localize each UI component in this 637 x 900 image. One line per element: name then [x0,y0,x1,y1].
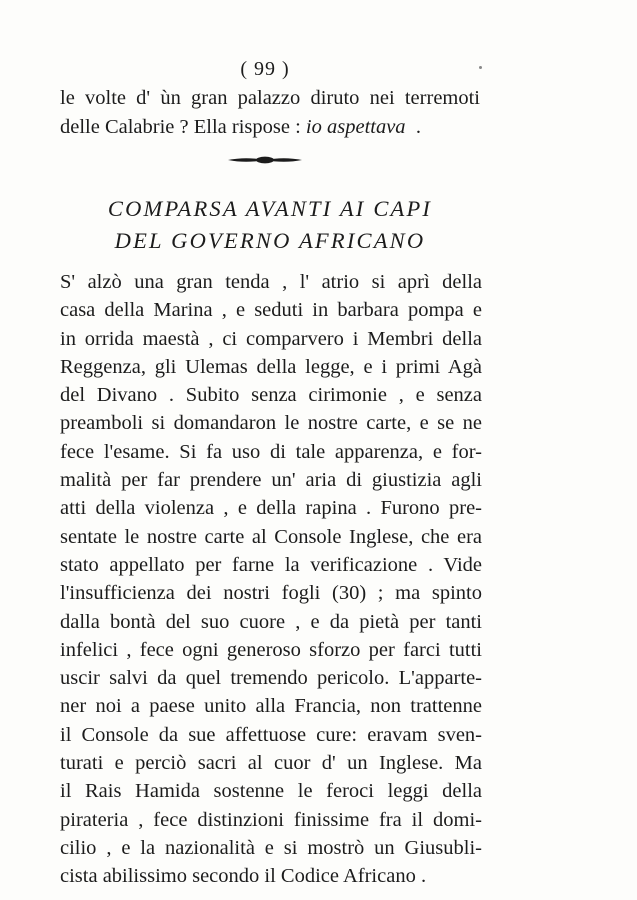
text-line: atti della violenza , e della rapina . Furono pre- [60,497,482,520]
text-line: casa della Marina , e seduti in barbara pompa e [60,299,482,322]
text-line: cista abilissimo secondo il Codice Africano . [60,865,427,888]
text-line: Reggenza, gli Ulemas della legge, e i primi Agà [60,355,482,378]
ink-speck [479,66,482,69]
text-line: turati e perciò sacri al cuor d' un Inglese. Ma [60,752,482,775]
text-line [60,113,480,142]
text-line: ner noi a paese unito alla Francia, non trattenne [60,695,482,718]
previous-paragraph-end [60,84,480,141]
text-line: malità per far prendere un' aria di giustizia agli [60,469,482,492]
text-line: infelici , fece ogni generoso sforzo per farci tutti [60,638,482,661]
ornament-rule-icon [228,155,302,165]
text-line: il Console da sue affettuose cure: eravam sven- [60,723,482,746]
text-line: S' alzò una gran tenda , l' atrio si aprì della [60,271,482,293]
text-line: pirateria , fece distinzioni finissime fra il domi- [60,808,482,831]
text-line: in orrida maestà , ci comparvero i Membri della [60,327,482,350]
text-line: il Rais Hamida sostenne le feroci leggi della [60,780,482,803]
text-line: dalla bontà del suo cuore , e da pietà per tanti [60,610,482,633]
text-line: stato appellato per farne la verificazione . Vide [60,553,482,576]
text-line: cilio , e la nazionalità e si mostrò un Giusubli- [60,836,482,859]
page-number: ( 99 ) [240,58,290,80]
chapter-heading-line-1: COMPARSA AVANTI AI CAPI [107,196,433,221]
body-paragraph [60,268,482,891]
text-fragment: . [415,115,421,138]
text-line: sentate le nostre carte al Console Inglese, che era [60,525,482,548]
text-line: fece l'esame. Si fa uso di tale apparenza, e for- [60,440,482,463]
text-line: del Divano . Subito senza cirimonie , e senza [60,384,482,407]
chapter-heading-line-2: DEL GOVERNO AFRICANO [114,228,426,253]
text-line: preamboli si domandaron le nostre carte, e se ne [60,412,482,435]
text-line: le volte d' ùn gran palazzo diruto nei terremoti [60,87,480,109]
text-fragment: delle Calabrie ? Ella rispose : [60,115,301,138]
text-line: l'insufficienza dei nostri fogli (30) ; ma spinto [60,582,482,605]
text-line: uscir salvi da quel tremendo pericolo. L'apparte- [60,667,482,690]
italic-answer: io aspettava [305,115,406,138]
